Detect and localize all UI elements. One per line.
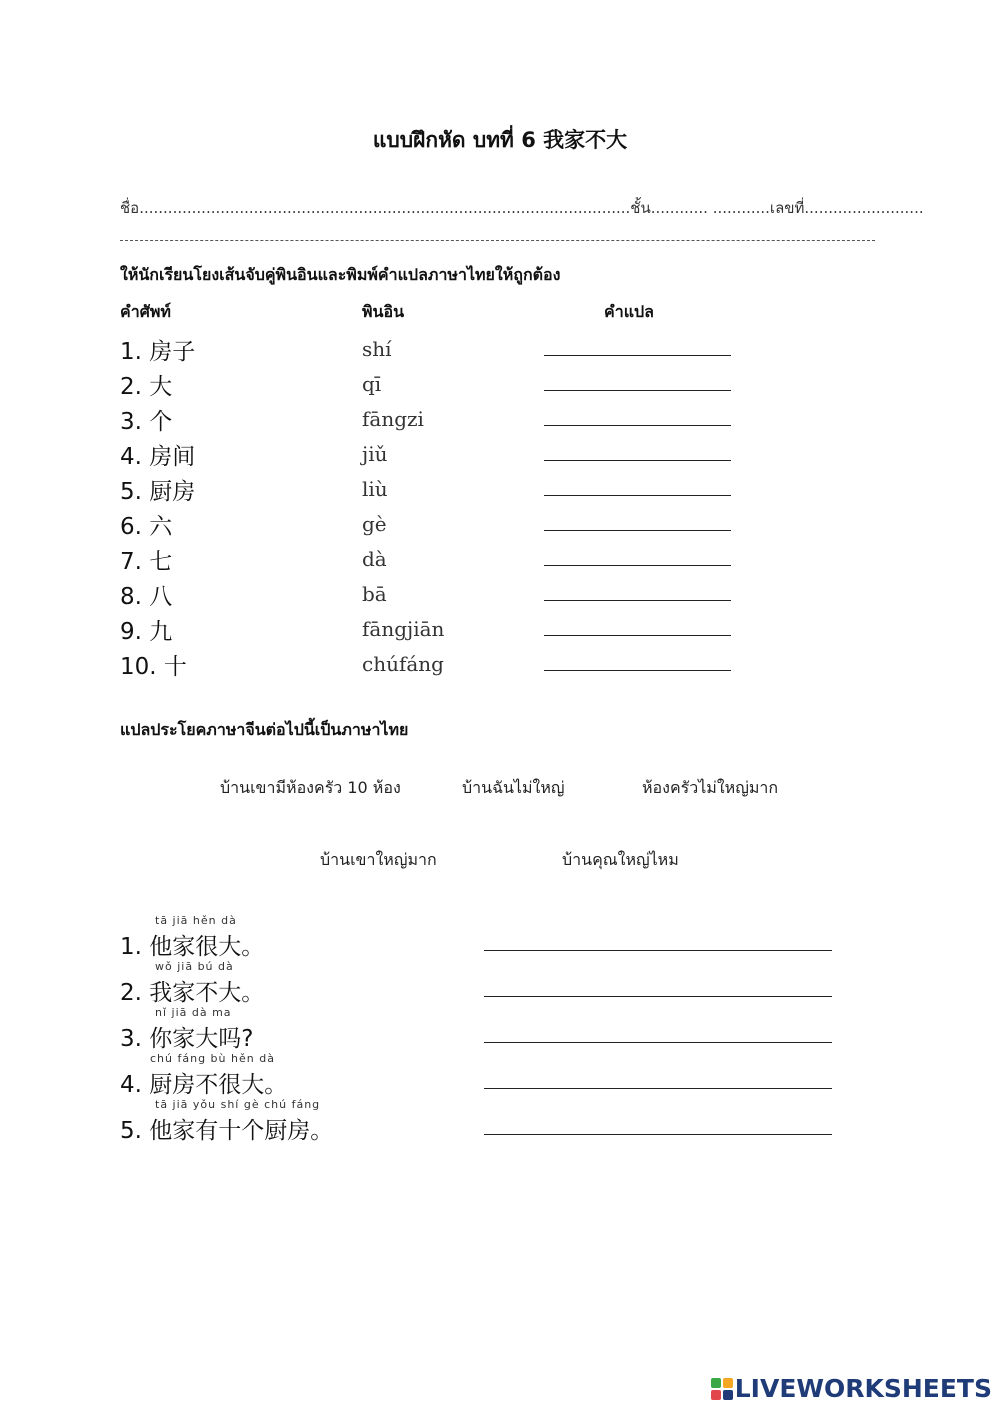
translation-blank[interactable] <box>544 495 731 496</box>
sentence-answer-blank[interactable] <box>484 1134 832 1135</box>
sentence-answer-blank[interactable] <box>484 996 832 997</box>
vocab-row <box>0 403 1000 437</box>
translation-blank[interactable] <box>544 635 731 636</box>
vocab-word: 1. 房子 <box>120 339 196 365</box>
answer-choice[interactable]: บ้านเขามีห้องครัว 10 ห้อง <box>220 778 401 797</box>
sentence-row <box>0 1098 1000 1146</box>
answer-choice[interactable]: ห้องครัวไม่ใหญ่มาก <box>642 778 779 797</box>
dashed-divider <box>120 240 875 241</box>
translation-blank[interactable] <box>544 530 731 531</box>
vocab-row <box>0 368 1000 402</box>
vocab-word: 3. 个 <box>120 409 173 435</box>
sentence-text: 3. 你家大吗? <box>120 1026 254 1052</box>
translation-blank[interactable] <box>544 390 731 391</box>
sentence-answer-blank[interactable] <box>484 1088 832 1089</box>
vocab-word: 9. 九 <box>120 619 173 645</box>
translation-blank[interactable] <box>544 355 731 356</box>
translation-blank[interactable] <box>544 565 731 566</box>
translation-blank[interactable] <box>544 425 731 426</box>
vocab-pinyin[interactable]: fāngzi <box>362 407 424 431</box>
answer-choice[interactable]: บ้านคุณใหญ่ไหม <box>562 850 679 869</box>
vocab-row <box>0 578 1000 612</box>
sentence-text: 2. 我家不大。 <box>120 980 265 1006</box>
vocab-pinyin[interactable]: shí <box>362 337 392 361</box>
sentence-pinyin: wǒ jiā bú dà <box>155 960 234 973</box>
vocab-word: 8. 八 <box>120 584 173 610</box>
answer-choice[interactable]: บ้านเขาใหญ่มาก <box>320 850 437 869</box>
column-header-word: คำศัพท์ <box>120 302 171 321</box>
answer-choice[interactable]: บ้านฉันไม่ใหญ่ <box>462 778 565 797</box>
sentence-pinyin: tā jiā yǒu shí gè chú fáng <box>155 1098 321 1111</box>
vocab-pinyin[interactable]: jiǔ <box>362 442 388 466</box>
sentence-text: 1. 他家很大。 <box>120 934 265 960</box>
vocab-row <box>0 438 1000 472</box>
liveworksheets-logo[interactable] <box>711 1374 992 1403</box>
liveworksheets-logo-text: LIVEWORKSHEETS <box>734 1374 992 1403</box>
vocab-pinyin[interactable]: dà <box>362 547 387 571</box>
sentence-pinyin: nǐ jiā dà ma <box>155 1006 232 1019</box>
vocab-pinyin[interactable]: fāngjiān <box>362 617 445 641</box>
vocab-pinyin[interactable]: gè <box>362 512 387 536</box>
vocab-row <box>0 508 1000 542</box>
vocab-word: 5. 厨房 <box>120 479 196 505</box>
sentence-row <box>0 960 1000 1008</box>
student-info-line: ชื่อ.......................................................................................................ชั้น............ ............เลขที่......................... <box>120 199 924 217</box>
vocab-word: 4. 房间 <box>120 444 196 470</box>
vocab-word: 7. 七 <box>120 549 173 575</box>
sentence-row <box>0 914 1000 962</box>
page-title: แบบฝึกหัด บทที่ 6 我家不大 <box>372 128 628 152</box>
vocab-word: 2. 大 <box>120 374 173 400</box>
sentence-answer-blank[interactable] <box>484 1042 832 1043</box>
vocab-row <box>0 333 1000 367</box>
translation-instruction: แปลประโยคภาษาจีนต่อไปนี้เป็นภาษาไทย <box>120 720 409 739</box>
vocab-row <box>0 543 1000 577</box>
sentence-text: 5. 他家有十个厨房。 <box>120 1118 334 1144</box>
sentence-row <box>0 1052 1000 1100</box>
vocab-row <box>0 473 1000 507</box>
sentence-pinyin: tā jiā hěn dà <box>155 914 237 927</box>
vocab-pinyin[interactable]: liù <box>362 477 388 501</box>
vocab-row <box>0 648 1000 682</box>
translation-blank[interactable] <box>544 670 731 671</box>
vocab-word: 10. 十 <box>120 654 187 680</box>
matching-instruction: ให้นักเรียนโยงเส้นจับคู่พินอินและพิมพ์คำแปลภาษาไทยให้ถูกต้อง <box>120 265 561 284</box>
vocab-word: 6. 六 <box>120 514 173 540</box>
vocab-pinyin[interactable]: chúfáng <box>362 652 444 676</box>
translation-blank[interactable] <box>544 460 731 461</box>
sentence-answer-blank[interactable] <box>484 950 832 951</box>
sentence-row <box>0 1006 1000 1054</box>
translation-blank[interactable] <box>544 600 731 601</box>
vocab-row <box>0 613 1000 647</box>
liveworksheets-logo-icon <box>711 1378 733 1400</box>
vocab-pinyin[interactable]: bā <box>362 582 387 606</box>
sentence-pinyin: chú fáng bù hěn dà <box>150 1052 275 1065</box>
sentence-text: 4. 厨房不很大。 <box>120 1072 288 1098</box>
column-header-pinyin: พินอิน <box>362 302 405 321</box>
column-header-translation: คำแปล <box>604 302 654 321</box>
vocab-pinyin[interactable]: qī <box>362 372 382 396</box>
